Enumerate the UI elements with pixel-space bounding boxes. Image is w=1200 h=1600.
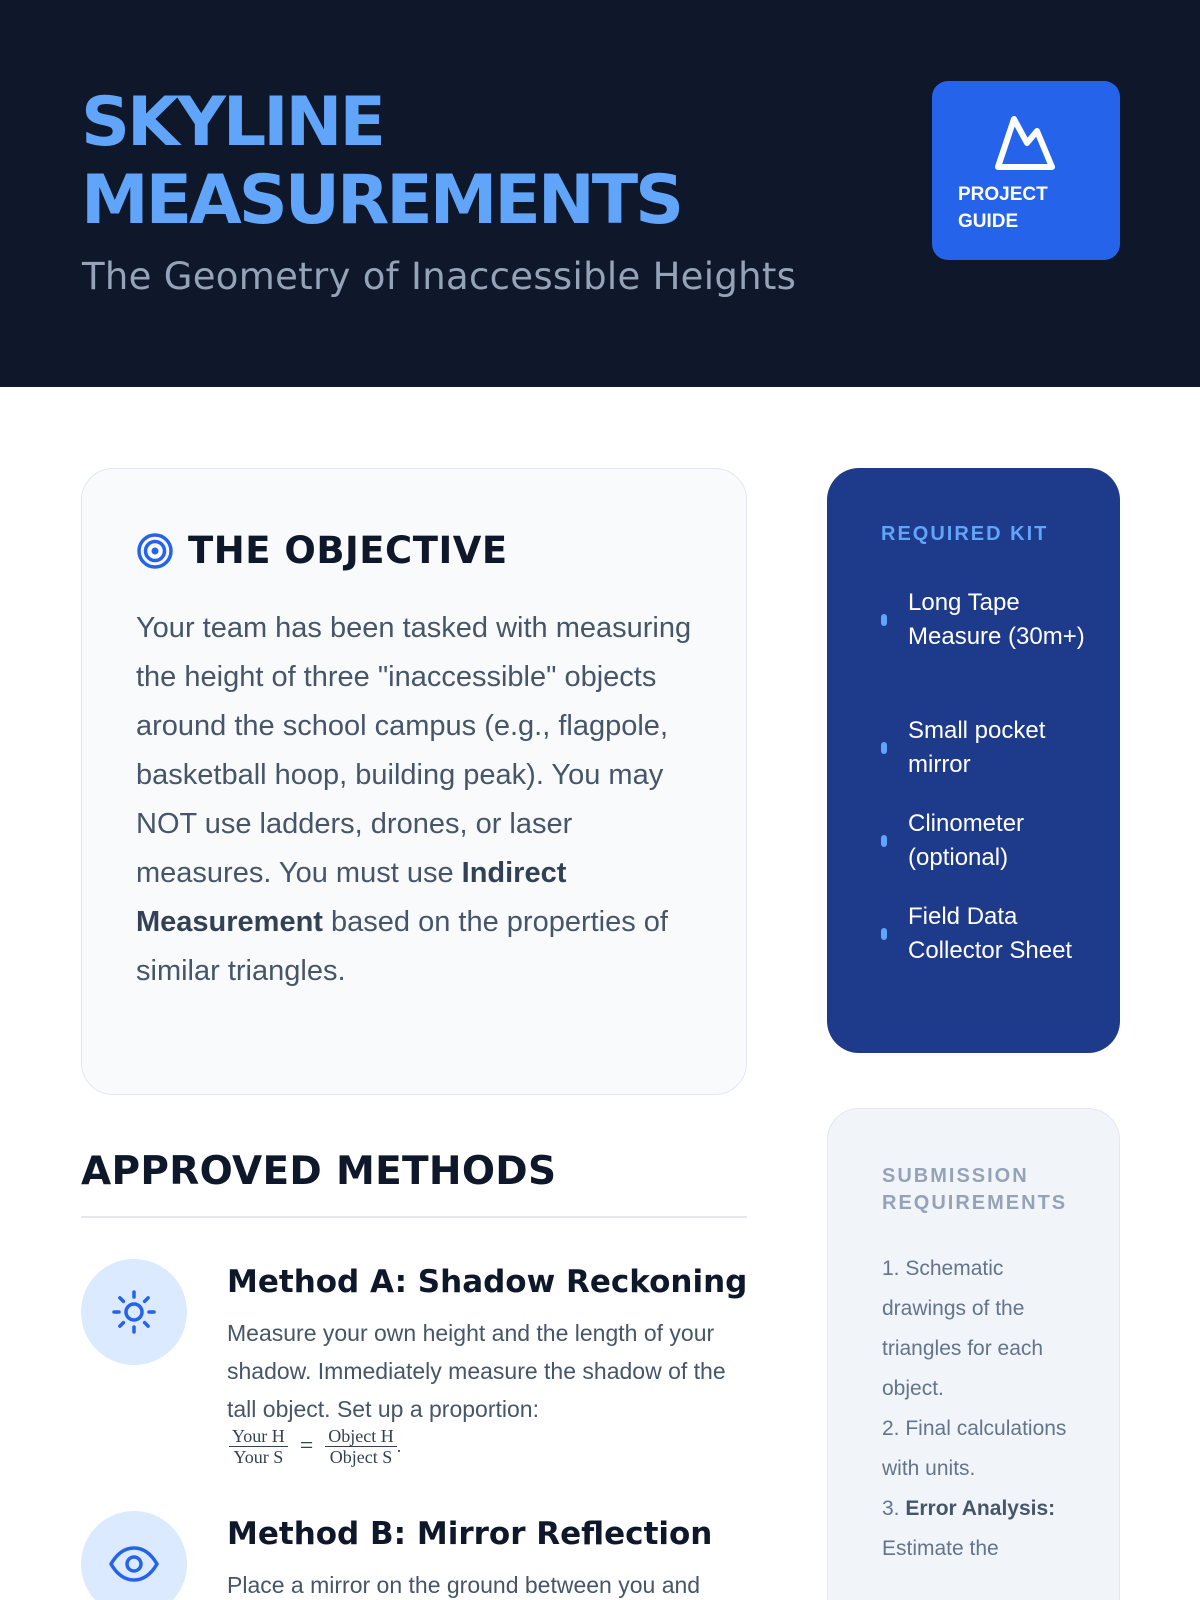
target-icon <box>136 532 174 570</box>
title-line-1: SKYLINE <box>81 83 383 162</box>
methods-heading: APPROVED METHODS <box>81 1149 557 1194</box>
page-title <box>81 84 681 240</box>
methods-divider <box>81 1216 747 1218</box>
kit-item <box>881 714 1101 782</box>
kit-item-label: Field Data Collector Sheet <box>908 903 1073 964</box>
submission-item-rest: Estimate the <box>882 1537 999 1560</box>
header <box>0 0 1200 387</box>
page-subtitle: The Geometry of Inaccessible Heights <box>82 255 797 298</box>
objective-text-part-1: Your team has been tasked with measuring the height of three "inaccessible" objects around the school campus (e.g., flagpole, basketball hoop, building peak). You may NOT use ladders, drones, or laser measures. You must use <box>136 612 692 889</box>
kit-item <box>881 807 1101 875</box>
denominator-left: Your S <box>233 1447 284 1467</box>
objective-text-bold: Indirect Measurement <box>136 857 567 938</box>
sun-icon <box>110 1288 158 1336</box>
badge-line-1: PROJECT <box>958 184 1048 205</box>
formula-period: . <box>396 1436 402 1456</box>
proportion-formula <box>229 1426 401 1467</box>
eye-icon <box>108 1544 160 1584</box>
bullet-icon <box>881 614 887 626</box>
badge-label <box>958 181 1108 235</box>
method-description: Place a mirror on the ground between you and <box>227 1572 701 1598</box>
submission-list <box>882 1249 1082 1569</box>
kit-item <box>881 586 1101 654</box>
badge-line-2: GUIDE <box>958 211 1019 232</box>
required-kit-card <box>827 468 1120 1053</box>
method-item <box>81 1511 747 1600</box>
submission-item: 2. Final calculations with units. <box>882 1417 1067 1480</box>
method-name: Method B: Mirror Reflection <box>227 1516 713 1552</box>
numerator-left: Your H <box>229 1426 288 1447</box>
project-guide-badge <box>932 81 1120 260</box>
bullet-icon <box>881 742 887 754</box>
objective-heading <box>136 529 508 572</box>
equals-sign: = <box>299 1433 314 1459</box>
bullet-icon <box>881 928 887 940</box>
submission-item <box>882 1489 1082 1569</box>
method-item <box>81 1259 748 1467</box>
submission-requirements-card <box>827 1108 1120 1600</box>
submission-item: 1. Schematic drawings of the triangles for each object. <box>882 1257 1044 1400</box>
fraction-right <box>325 1426 396 1467</box>
kit-item-label: Small pocket mirror <box>908 717 1046 778</box>
kit-title: REQUIRED KIT <box>881 523 1049 545</box>
method-icon-circle <box>81 1259 187 1365</box>
submission-item-bold: Error Analysis: <box>905 1497 1056 1520</box>
objective-title: THE OBJECTIVE <box>188 529 508 572</box>
objective-card <box>81 468 747 1095</box>
mountain-icon <box>994 113 1056 171</box>
bullet-icon <box>881 835 887 847</box>
submission-item-prefix: 3. <box>882 1497 906 1520</box>
method-icon-circle <box>81 1511 187 1600</box>
denominator-right: Object S <box>329 1447 393 1467</box>
objective-text-part-2: based on the properties of similar triangles. <box>136 906 668 987</box>
method-description: Measure your own height and the length of your shadow. Immediately measure the shadow of the tall object. Set up a proportion: <box>227 1320 726 1422</box>
method-name: Method A: Shadow Reckoning <box>227 1264 748 1300</box>
kit-item-label: Clinometer (optional) <box>908 810 1025 871</box>
title-line-2: MEASUREMENTS <box>81 161 682 240</box>
objective-text <box>136 604 696 996</box>
fraction-left <box>229 1426 288 1467</box>
kit-item-label: Long Tape Measure (30m+) <box>908 589 1085 650</box>
numerator-right: Object H <box>325 1426 396 1447</box>
submission-title: SUBMISSION REQUIREMENTS <box>882 1165 1068 1214</box>
kit-item <box>881 900 1101 968</box>
